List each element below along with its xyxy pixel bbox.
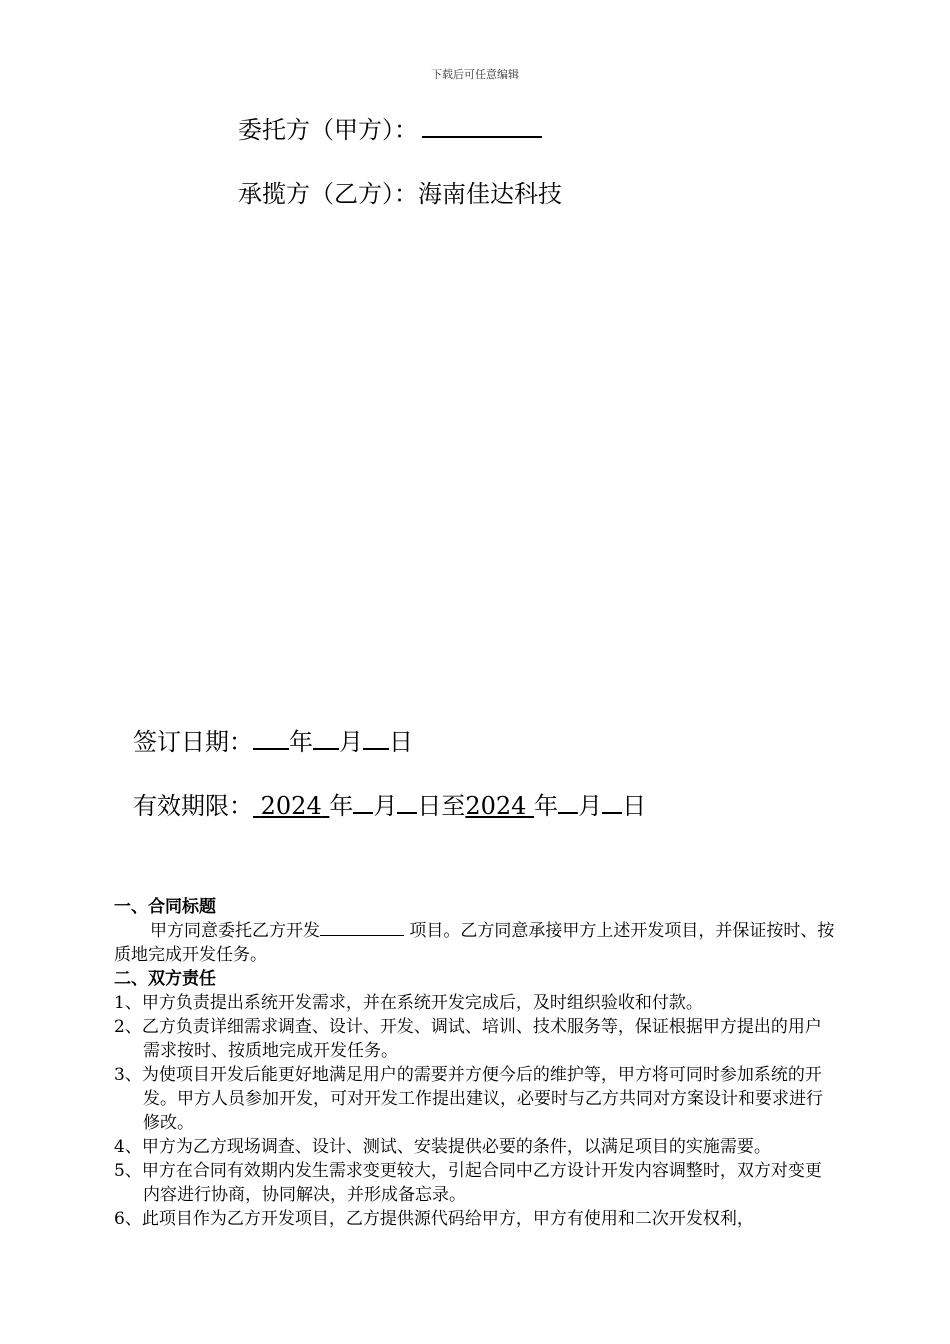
end-month-blank [558, 792, 578, 814]
contractor-party-line [238, 174, 562, 209]
end-year-value [465, 792, 534, 820]
list-item: 2、乙方负责详细需求调查、设计、开发、调试、培训、技术服务等，保证根据甲方提出的用户需求按时、按质地完成开发任务。 [114, 1017, 822, 1061]
validity-line [133, 786, 646, 821]
project-name-blank [320, 919, 404, 936]
end-year: 2024 [465, 792, 527, 820]
validity-label: 有效期限： [133, 792, 253, 820]
sign-month-blank [313, 728, 339, 750]
sign-month-text: 月 [339, 728, 363, 756]
contract-body [114, 895, 838, 1231]
sign-day-blank [363, 728, 389, 750]
sign-year-blank [253, 728, 289, 750]
contractor-name: 海南佳达科技 [418, 180, 562, 208]
start-year: 2024 [260, 792, 322, 820]
client-party-line [238, 110, 542, 145]
end-year-text: 年 [534, 792, 559, 820]
sign-day-text: 日 [389, 728, 413, 756]
section-1-text-b: 项目。乙方同意承接甲方上述开发项目，并保证按时、按质地完成开发任务。 [114, 921, 835, 965]
header-note: 下载后可任意编辑 [431, 68, 519, 81]
section-1-text [114, 919, 838, 967]
start-year-value [253, 792, 329, 820]
client-label: 委托方（甲方）： [238, 116, 418, 144]
sign-date-line [133, 722, 413, 757]
sign-year-text: 年 [289, 728, 313, 756]
start-day-blank [397, 792, 417, 814]
section-1-title: 一、合同标题 [114, 897, 216, 917]
start-month-text: 月 [373, 792, 398, 820]
start-month-blank [353, 792, 373, 814]
end-day-blank [602, 792, 622, 814]
start-year-text: 年 [329, 792, 354, 820]
to-text: 至 [441, 792, 466, 820]
contractor-label: 承揽方（乙方）： [238, 180, 418, 208]
list-item: 5、甲方在合同有效期内发生需求变更较大，引起合同中乙方设计开发内容调整时，双方对变更内容进行协商，协同解决，并形成备忘录。 [114, 1161, 822, 1205]
section-2-title: 二、双方责任 [114, 969, 216, 989]
list-item: 4、甲方为乙方现场调查、设计、测试、安装提供必要的条件，以满足项目的实施需要。 [114, 1137, 771, 1157]
sign-date-label: 签订日期： [133, 728, 253, 756]
end-day-text: 日 [622, 792, 647, 820]
client-name-blank [422, 114, 542, 138]
list-item: 3、为使项目开发后能更好地满足用户的需要并方便今后的维护等，甲方将可同时参加系统的开发。甲方人员参加开发，可对开发工作提出建议，必要时与乙方共同对方案设计和要求进行修改。 [114, 1065, 823, 1133]
end-month-text: 月 [578, 792, 603, 820]
section-1-text-a: 甲方同意委托乙方开发 [150, 921, 320, 941]
list-item: 6、此项目作为乙方开发项目，乙方提供源代码给甲方，甲方有使用和二次开发权利， [114, 1209, 754, 1229]
list-item: 1、甲方负责提出系统开发需求，并在系统开发完成后，及时组织验收和付款。 [114, 993, 703, 1013]
start-day-text: 日 [417, 792, 442, 820]
